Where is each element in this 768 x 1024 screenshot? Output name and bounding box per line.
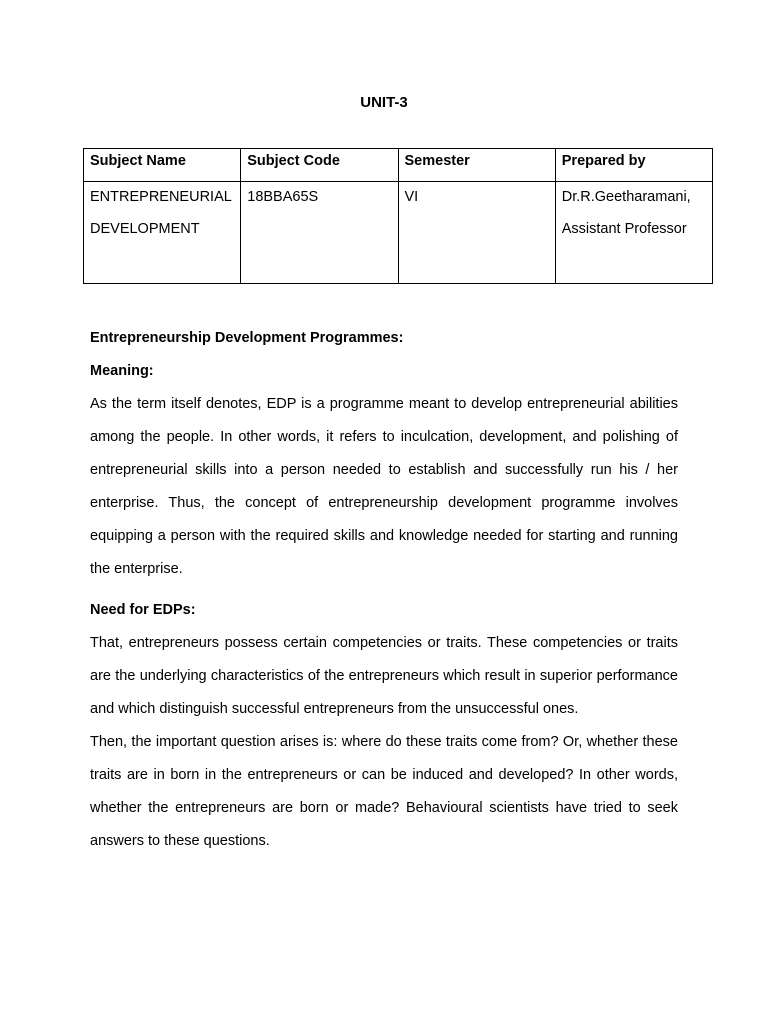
prepared-by-line-1: Dr.R.Geetharamani, [561,189,691,205]
section-heading: Entrepreneurship Development Programmes: [90,330,404,346]
document-body [90,322,678,858]
header-subject-name: Subject Name [84,149,241,182]
meaning-heading: Meaning: [90,363,154,379]
cell-subject-name [84,182,241,284]
table-header-row [84,149,713,182]
unit-title: UNIT-3 [360,94,408,111]
subject-code-value: 18BBA65S [247,189,319,205]
header-semester: Semester [398,149,555,182]
header-prepared-by: Prepared by [555,149,712,182]
cell-semester [398,182,555,284]
cell-prepared-by [555,182,712,284]
need-heading: Need for EDPs: [90,602,196,618]
header-subject-code: Subject Code [241,149,398,182]
semester-value: VI [404,189,419,205]
need-paragraph-2: Then, the important question arises is: where do these traits come from? Or, whether these traits are in born in the entrepreneurs or can be induced and developed? In other words, whether the entrepreneurs are born or made? Behavioural scientists have tried to seek answers to these questions. [90,734,678,849]
prepared-by-line-2: Assistant Professor [561,221,687,237]
meaning-paragraph: As the term itself denotes, EDP is a programme meant to develop entrepreneurial abilities among the people. In other words, it refers to inculcation, development, and polishing of entrepreneurial skills into a person needed to establish and successfully run his / her enterprise. Thus, the concept of entrepreneurship development programme involves equipping a person with the required skills and knowledge needed for starting and running the enterprise. [90,396,678,577]
table-row [84,182,713,284]
subject-info-table [83,148,713,284]
subject-name-line-1: ENTREPRENEURIAL [90,189,232,205]
cell-subject-code [241,182,398,284]
subject-name-line-2: DEVELOPMENT [90,221,200,237]
need-paragraph-1: That, entrepreneurs possess certain competencies or traits. These competencies or traits are the underlying characteristics of the entrepreneurs which result in superior performance and which distinguish successful entrepreneurs from the unsuccessful ones. [90,635,678,717]
